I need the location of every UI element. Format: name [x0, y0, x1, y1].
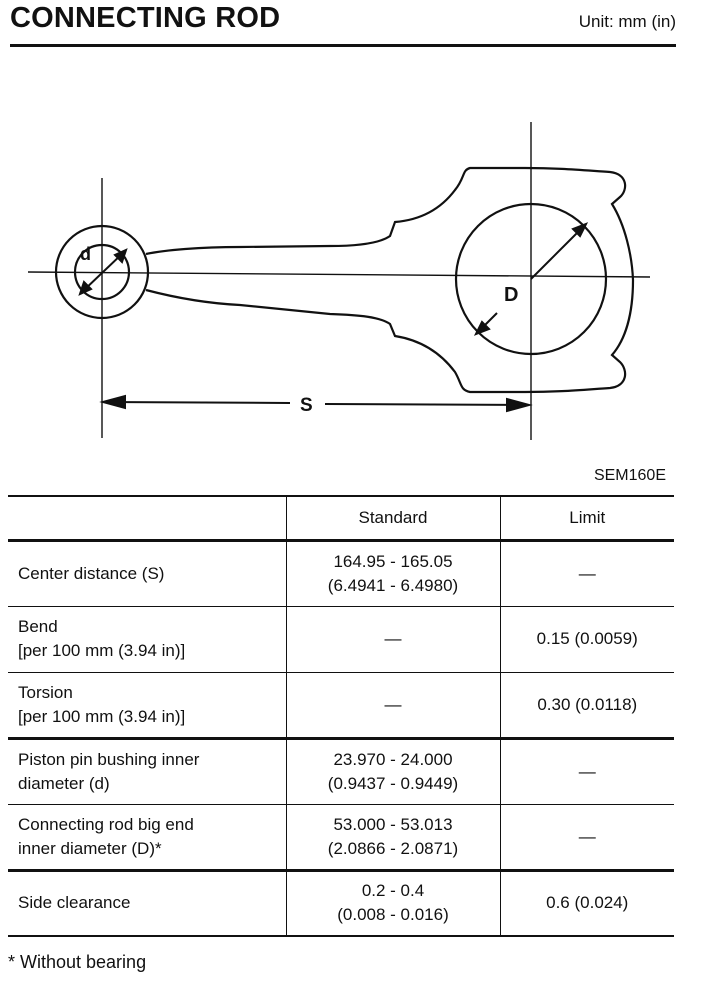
- spec-table: [8, 495, 674, 937]
- row-item-line: [per 100 mm (3.94 in)]: [18, 641, 186, 660]
- table-row: [8, 804, 674, 870]
- row-item: [8, 870, 286, 936]
- S-dimension-line-right: [325, 404, 528, 405]
- row-limit: —: [578, 761, 596, 781]
- header-cell-standard: Standard: [286, 496, 500, 540]
- row-standard: [286, 738, 500, 804]
- row-item-line: diameter (d): [18, 773, 110, 793]
- label-S: S: [300, 395, 313, 416]
- rod-body-upper: [146, 168, 633, 392]
- title-divider: [10, 44, 676, 47]
- table-row: [8, 540, 674, 606]
- row-standard-line: (6.4941 - 6.4980): [327, 575, 459, 595]
- row-standard-line: (0.9437 - 0.9449): [327, 773, 459, 793]
- row-limit: —: [578, 563, 596, 583]
- footnote: * Without bearing: [8, 952, 147, 972]
- row-item: [8, 606, 286, 672]
- row-item: [8, 738, 286, 804]
- row-item-line: Piston pin bushing inner: [18, 749, 200, 769]
- row-standard-line: 0.2 - 0.4: [361, 881, 425, 901]
- row-standard-line: —: [384, 629, 402, 648]
- row-standard-line: (0.008 - 0.016): [337, 905, 449, 925]
- label-d: d: [80, 244, 91, 264]
- row-standard: [286, 540, 500, 606]
- row-item-line: inner diameter (D)*: [18, 838, 162, 858]
- row-item-line: [per 100 mm (3.94 in)]: [18, 706, 186, 726]
- row-item-line: Bend: [18, 617, 58, 636]
- table-row: [8, 738, 674, 804]
- row-standard-line: (2.0866 - 2.0871): [327, 838, 459, 858]
- table-row: [8, 606, 674, 672]
- row-standard: [286, 606, 500, 672]
- page-title: CONNECTING ROD: [10, 2, 281, 34]
- row-item: [8, 672, 286, 738]
- table-row: [8, 672, 674, 738]
- row-item-line: Side clearance: [18, 893, 131, 913]
- row-limit: —: [578, 826, 596, 846]
- S-arrowhead-left: [103, 396, 125, 408]
- table-row: [8, 870, 674, 936]
- D-dimension-line-upper: [531, 226, 584, 279]
- row-standard: [286, 672, 500, 738]
- row-standard-line: 53.000 - 53.013: [333, 814, 453, 834]
- figure-code: SEM160E: [593, 467, 666, 484]
- header-cell-limit: Limit: [569, 507, 606, 527]
- S-arrowhead-right: [507, 399, 529, 411]
- row-standard-line: 164.95 - 165.05: [333, 551, 453, 571]
- header-cell-item: [8, 496, 286, 540]
- row-limit: 0.30 (0.0118): [537, 694, 638, 714]
- row-standard: [286, 804, 500, 870]
- S-dimension-line-left: [104, 402, 290, 403]
- row-item: [8, 540, 286, 606]
- row-standard-line: —: [384, 694, 402, 714]
- connecting-rod-diagram: [0, 110, 704, 450]
- row-item-line: Center distance (S): [18, 563, 165, 583]
- unit-note: Unit: mm (in): [578, 12, 676, 31]
- row-item-line: Connecting rod big end: [18, 814, 194, 834]
- row-standard: [286, 870, 500, 936]
- row-item-line: Torsion: [18, 682, 73, 702]
- row-standard-line: 23.970 - 24.000: [333, 749, 453, 769]
- row-limit: 0.6 (0.024): [546, 893, 629, 913]
- label-D: D: [504, 284, 519, 306]
- row-limit: 0.15 (0.0059): [536, 629, 638, 648]
- row-item: [8, 804, 286, 870]
- table-header-row: [8, 496, 674, 540]
